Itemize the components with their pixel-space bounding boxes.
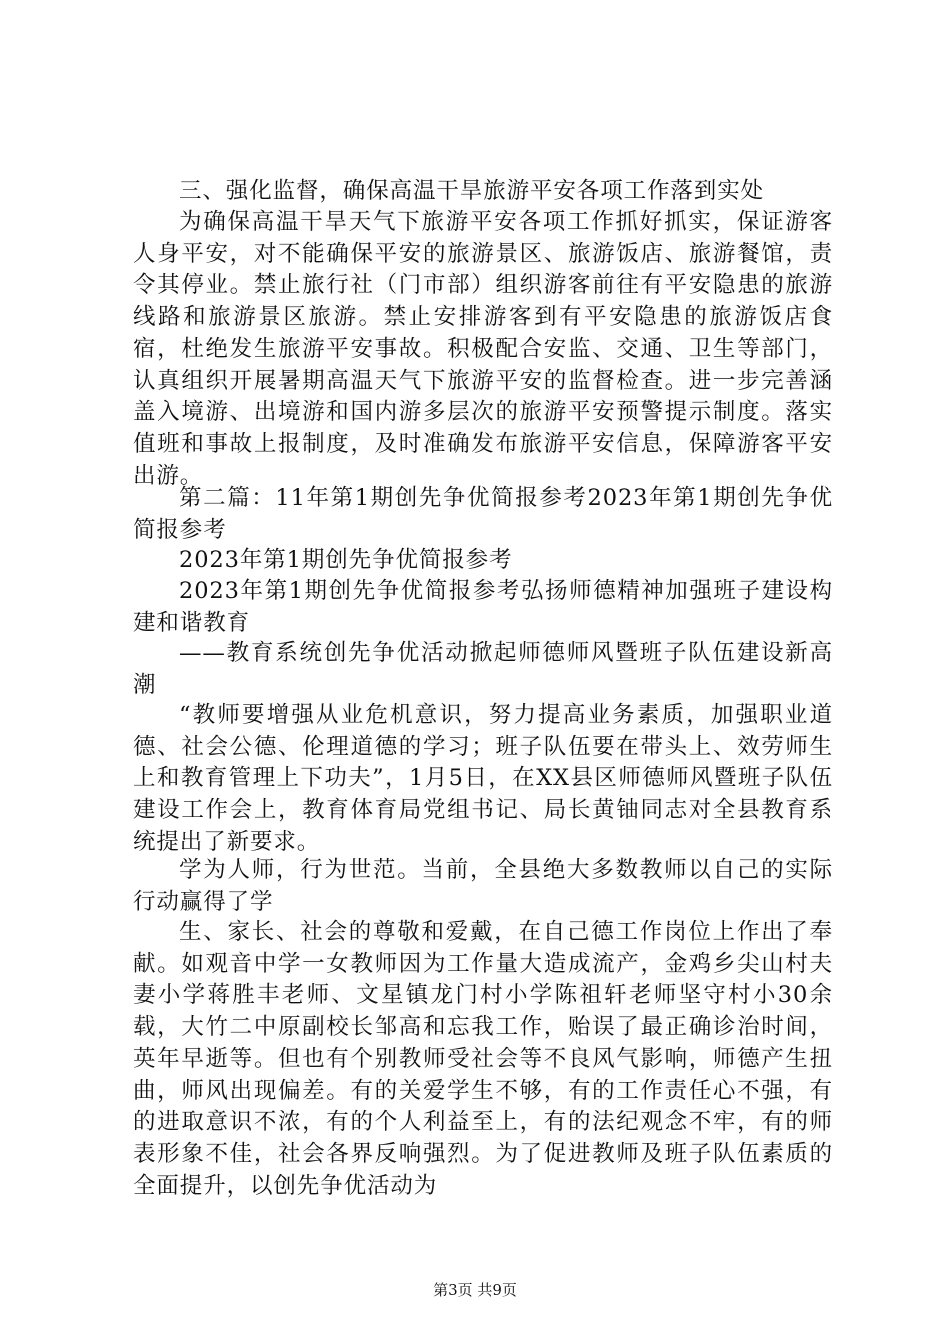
article-subtitle: 2023年第1期创先争优简报参考 (179, 547, 513, 573)
article-title: 第二篇：11年第1期创先争优简报参考2023年第1期创先争优简报参考 (133, 485, 833, 543)
section-heading: 三、强化监督，确保高温干旱旅游平安各项工作落到实处 (179, 178, 765, 204)
body-paragraph: ——教育系统创先争优活动掀起师德师风暨班子队伍建设新高潮 (133, 640, 833, 698)
body-paragraph: 学为人师，行为世范。当前，全县绝大多数教师以自己的实际行动赢得了学 (133, 857, 833, 915)
page-number: 第3页 共9页 (433, 1281, 517, 1299)
body-paragraph: 生、家长、社会的尊敬和爱戴，在自己德工作岗位上作出了奉献。如观音中学一女教师因为工作量大造成流产，金鸡乡尖山村夫妻小学蒋胜丰老师、文星镇龙门村小学陈祖轩老师坚守村小30余载，大竹二中原副校长邹高和忘我工作，贻误了最正确诊治时间，英年早逝等。但也有个别教师受社会等不良风气影响，师德产生扭曲，师风出现偏差。有的关爱学生不够，有的工作责任心不强，有的进取意识不浓，有的个人利益至上，有的法纪观念不牢，有的师表形象不佳，社会各界反响强烈。为了促进教师及班子队伍素质的全面提升，以创先争优活动为 (133, 919, 833, 1199)
body-paragraph: 2023年第1期创先争优简报参考弘扬师德精神加强班子建设构建和谐教育 (133, 578, 833, 636)
body-paragraph: “教师要增强从业危机意识，努力提高业务素质，加强职业道德、社会公德、伦理道德的学习；班子队伍要在带头上、效劳师生上和教育管理上下功夫”，1月5日，在XX县区师德师风暨班子队伍建设工作会上，教育体育局党组书记、局长黄铀同志对全县教育系统提出了新要求。 (133, 702, 833, 855)
body-paragraph: 为确保高温干旱天气下旅游平安各项工作抓好抓实，保证游客人身平安，对不能确保平安的旅游景区、旅游饭店、旅游餐馆，责令其停业。禁止旅行社（门市部）组织游客前往有平安隐患的旅游线路和旅游景区旅游。禁止安排游客到有平安隐患的旅游饭店食宿，杜绝发生旅游平安事故。积极配合安监、交通、卫生等部门，认真组织开展暑期高温天气下旅游平安的监督检查。进一步完善涵盖入境游、出境游和国内游多层次的旅游平安预警提示制度。落实值班和事故上报制度，及时准确发布旅游平安信息，保障游客平安出游。 (133, 209, 833, 489)
